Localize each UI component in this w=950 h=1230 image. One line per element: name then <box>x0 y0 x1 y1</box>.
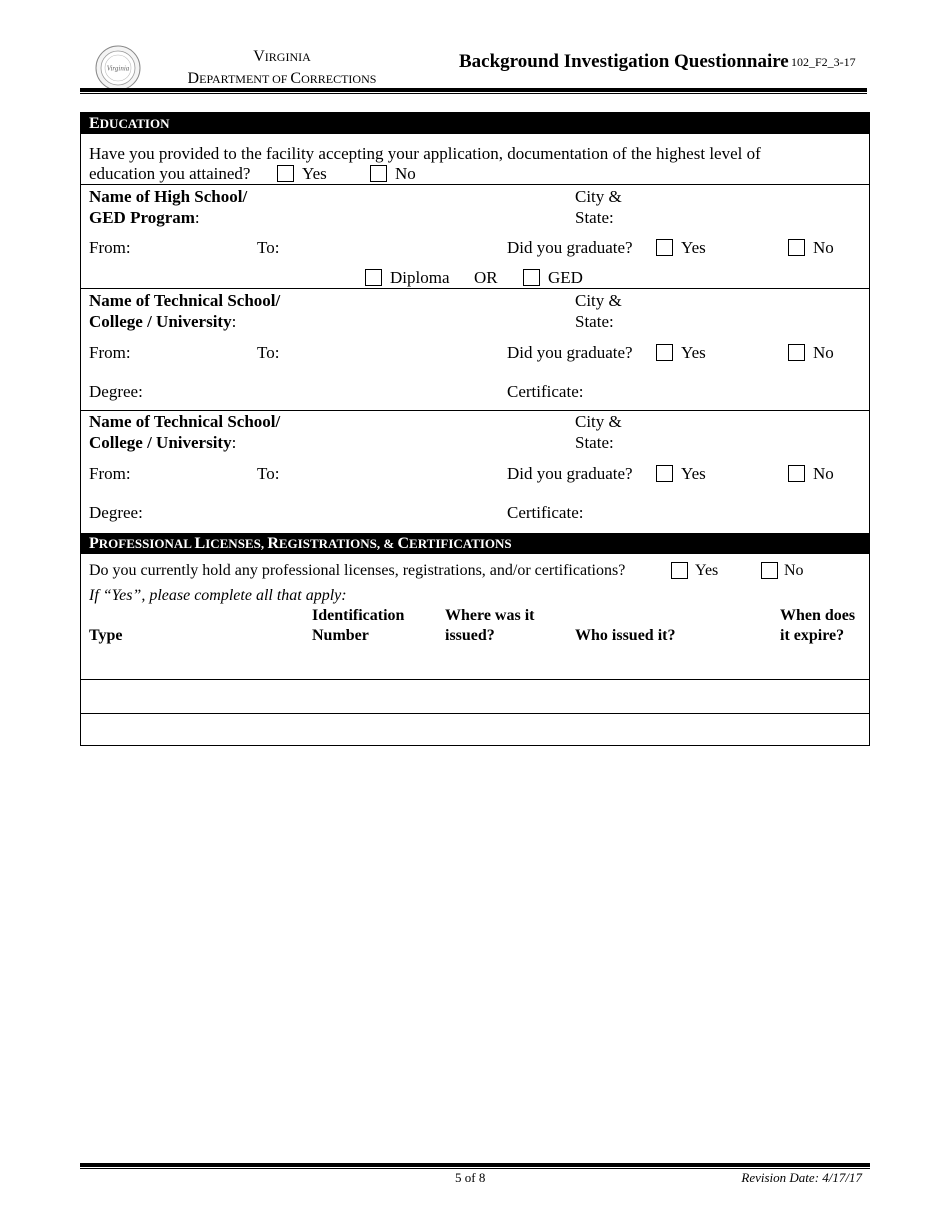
col-where-header: Where was it <box>445 607 535 624</box>
or-label: OR <box>474 268 498 287</box>
high-school-state-label: State: <box>575 208 614 227</box>
education-form <box>80 112 870 746</box>
form-code: 102_F2_3-17 <box>791 55 856 69</box>
col-expire-header-line2: it expire? <box>780 627 845 644</box>
college1-from-label: From: <box>89 343 131 362</box>
college1-name-label: Name of Technical School/ <box>89 291 281 310</box>
college1-degree-label: Degree: <box>89 382 143 401</box>
ged-program-label: GED Program: <box>89 208 200 227</box>
licenses-no-checkbox[interactable] <box>761 562 778 579</box>
footer-rule-thick <box>80 1163 870 1167</box>
ged-checkbox[interactable] <box>523 269 540 286</box>
revision-date: Revision Date: 4/17/17 <box>741 1170 862 1185</box>
high-school-name-label: Name of High School/ <box>89 187 248 206</box>
college2-name-label: Name of Technical School/ <box>89 412 281 431</box>
col-id-header: Identification <box>312 607 405 624</box>
header-rule-thick <box>80 88 867 92</box>
col-id-header-line2: Number <box>312 627 369 644</box>
page-number: 5 of 8 <box>455 1170 486 1185</box>
college2-state-label: State: <box>575 433 614 452</box>
college1-graduate-question: Did you graduate? <box>507 343 633 362</box>
table-row-divider <box>81 679 869 680</box>
college1-certificate-label: Certificate: <box>507 382 584 401</box>
table-row-divider <box>81 713 869 714</box>
college2-university-label: College / University: <box>89 433 237 452</box>
high-school-graduate-question: Did you graduate? <box>507 238 633 257</box>
high-school-city-label: City & <box>575 187 622 206</box>
documentation-no-label: No <box>395 164 416 183</box>
college1-graduate-no-checkbox[interactable] <box>788 344 805 361</box>
ged-label: GED <box>548 268 583 287</box>
college1-city-label: City & <box>575 291 622 310</box>
licenses-section-heading: PROFESSIONAL LICENSES, REGISTRATIONS, & CERTIFICATIONS <box>81 533 869 554</box>
college2-degree-label: Degree: <box>89 503 143 522</box>
college2-from-label: From: <box>89 464 131 483</box>
agency-line-2: DEPARTMENT OF CORRECTIONS <box>187 70 377 87</box>
college2-to-label: To: <box>257 464 280 483</box>
college2-graduate-yes-checkbox[interactable] <box>656 465 673 482</box>
divider <box>81 184 869 185</box>
college1-graduate-yes-checkbox[interactable] <box>656 344 673 361</box>
high-school-graduate-no-checkbox[interactable] <box>788 239 805 256</box>
high-school-to-label: To: <box>257 238 280 257</box>
licenses-no-label: No <box>784 562 804 579</box>
college2-graduate-question: Did you graduate? <box>507 464 633 483</box>
footer-rule-thin <box>80 1168 870 1169</box>
documentation-yes-checkbox[interactable] <box>277 165 294 182</box>
college2-graduate-yes-label: Yes <box>681 464 706 483</box>
college1-university-label: College / University: <box>89 312 237 331</box>
col-where-header-line2: issued? <box>445 627 495 644</box>
col-expire-header: When does <box>780 607 856 624</box>
college1-to-label: To: <box>257 343 280 362</box>
documentation-yes-label: Yes <box>302 164 327 183</box>
college2-graduate-no-checkbox[interactable] <box>788 465 805 482</box>
diploma-checkbox[interactable] <box>365 269 382 286</box>
agency-name <box>132 46 432 90</box>
college2-graduate-no-label: No <box>813 464 834 483</box>
high-school-graduate-yes-checkbox[interactable] <box>656 239 673 256</box>
divider <box>81 288 869 289</box>
high-school-graduate-yes-label: Yes <box>681 238 706 257</box>
licenses-yes-label: Yes <box>695 562 719 579</box>
seal-text: Virginia <box>106 64 130 73</box>
agency-line-1: VIRGINIA <box>253 48 311 65</box>
licenses-yes-checkbox[interactable] <box>671 562 688 579</box>
documentation-no-checkbox[interactable] <box>370 165 387 182</box>
diploma-label: Diploma <box>390 268 450 287</box>
education-section-heading: EDUCATION <box>81 113 869 134</box>
college1-graduate-yes-label: Yes <box>681 343 706 362</box>
high-school-graduate-no-label: No <box>813 238 834 257</box>
licenses-question: Do you currently hold any professional licenses, registrations, and/or certifications? <box>89 562 626 579</box>
header-rule-thin <box>80 93 867 94</box>
col-type-header: Type <box>89 627 123 644</box>
college1-graduate-no-label: No <box>813 343 834 362</box>
college2-certificate-label: Certificate: <box>507 503 584 522</box>
licenses-instruction: If “Yes”, please complete all that apply: <box>89 587 347 604</box>
college2-city-label: City & <box>575 412 622 431</box>
document-title: Background Investigation Questionnaire <box>459 51 789 72</box>
col-who-header: Who issued it? <box>575 627 676 644</box>
college1-state-label: State: <box>575 312 614 331</box>
documentation-question: Have you provided to the facility accepting your application, documentation of the highest level of <box>89 144 761 163</box>
high-school-from-label: From: <box>89 238 131 257</box>
documentation-question-line2: education you attained? <box>89 164 251 183</box>
